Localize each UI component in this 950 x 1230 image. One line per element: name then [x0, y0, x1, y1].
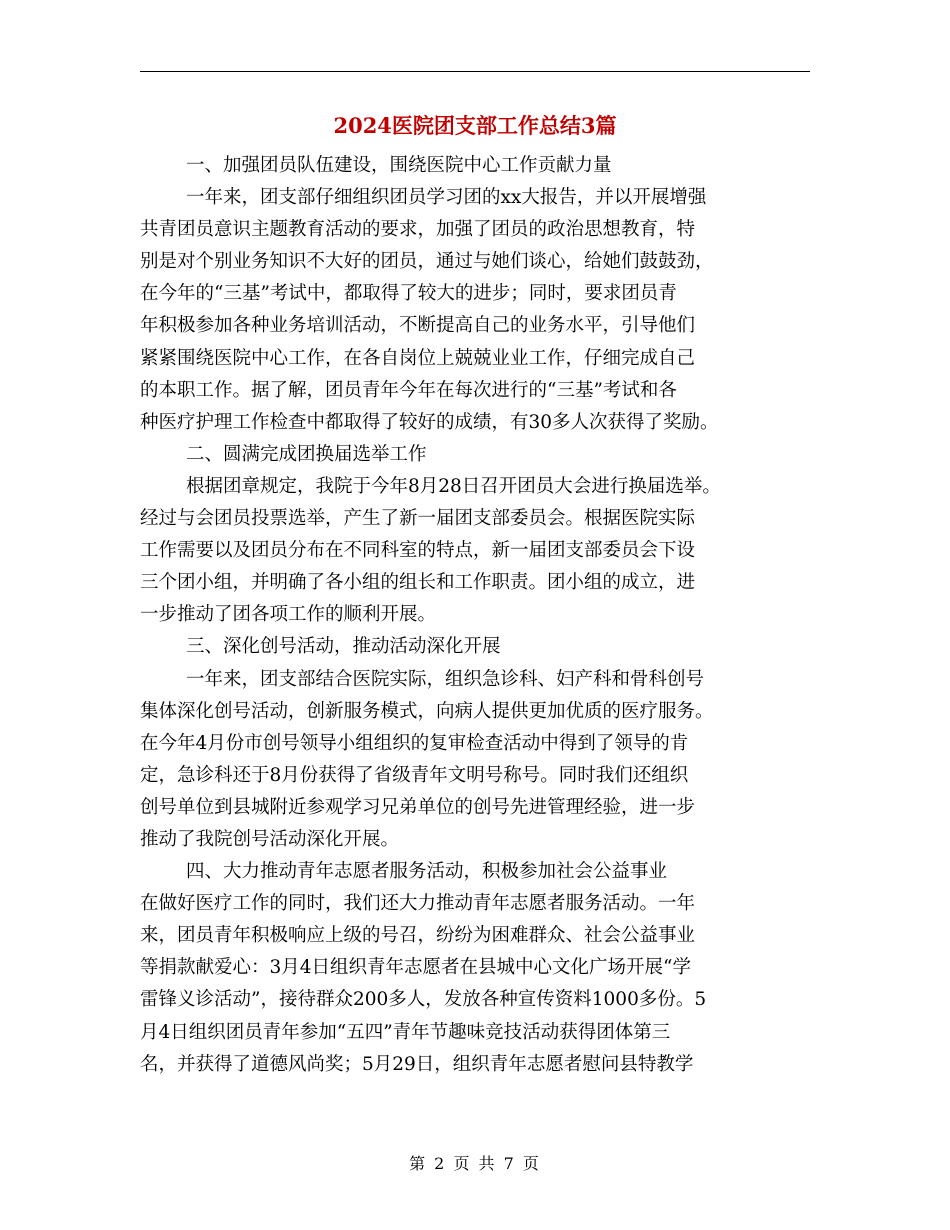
text-line: 经过与会团员投票选举，产生了新一届团支部委员会。根据医院实际: [140, 508, 696, 530]
text-line: 一、加强团员队伍建设，围绕医院中心工作贡献力量: [186, 155, 612, 176]
text-line: 推动了我院创号活动深化开展。: [140, 828, 400, 850]
text-line: 集体深化创号活动，创新服务模式，向病人提供更加优质的医疗服务。: [140, 700, 714, 722]
text-line: 根据团章规定，我院于今年8月28日召开团员大会进行换届选举。: [186, 475, 721, 497]
text-line: 三个团小组，并明确了各小组的组长和工作职责。团小组的成立，进: [140, 572, 696, 594]
text-line: 在今年的“三基”考试中，都取得了较大的进步；同时，要求团员青: [140, 283, 677, 305]
header-rule: [140, 71, 810, 72]
text-line: 定，急诊科还于8月份获得了省级青年文明号称号。同时我们还组织: [140, 764, 689, 786]
text-line: 三、深化创号活动，推动活动深化开展: [186, 636, 501, 658]
text-line: 的本职工作。据了解，团员青年今年在每次进行的“三基”考试和各: [140, 379, 677, 401]
text-line: 创号单位到县城附近参观学习兄弟单位的创号先进管理经验，进一步: [140, 796, 696, 818]
document-body: [140, 150, 810, 1081]
text-line: 年积极参加各种业务培训活动，不断提高自己的业务水平，引导他们: [140, 315, 696, 337]
text-line: 名，并获得了道德风尚奖；5月29日，组织青年志愿者慰问县特教学: [140, 1053, 694, 1075]
page-footer: 第 2 页 共 7 页: [409, 1154, 541, 1173]
text-line: 雷锋义诊活动”，接待群众200多人，发放各种宣传资料1000多份。5: [140, 989, 707, 1011]
text-line: 别是对个别业务知识不大好的团员，通过与她们谈心，给她们鼓鼓劲，: [140, 251, 714, 273]
text-line: 紧紧围绕医院中心工作，在各自岗位上兢兢业业工作，仔细完成自己: [140, 347, 696, 369]
text-line: 来，团员青年积极响应上级的号召，纷纷为困难群众、社会公益事业: [140, 925, 696, 947]
document-title: 2024医院团支部工作总结3篇: [333, 113, 617, 138]
text-line: 共青团员意识主题教育活动的要求，加强了团员的政治思想教育，特: [140, 219, 696, 241]
text-line: 一年来，团支部结合医院实际，组织急诊科、妇产科和骨科创号: [186, 668, 705, 690]
text-line: 月4日组织团员青年参加“五四”青年节趣味竞技活动获得团体第三: [140, 1021, 671, 1043]
text-line: 在做好医疗工作的同时，我们还大力推动青年志愿者服务活动。一年: [140, 893, 696, 915]
text-line: 工作需要以及团员分布在不同科室的特点，新一届团支部委员会下设: [140, 540, 696, 562]
text-line: 一步推动了团各项工作的顺利开展。: [140, 604, 437, 626]
text-line: 种医疗护理工作检查中都取得了较好的成绩，有30多人次获得了奖励。: [140, 411, 719, 433]
text-line: 二、圆满完成团换届选举工作: [186, 443, 427, 465]
text-line: 等捐款献爱心：3月4日组织青年志愿者在县城中心文化广场开展“学: [140, 957, 692, 979]
text-line: 一年来，团支部仔细组织团员学习团的xx大报告，并以开展增强: [186, 187, 707, 209]
text-line: 四、大力推动青年志愿者服务活动，积极参加社会公益事业: [186, 861, 668, 883]
text-line: 在今年4月份市创号领导小组组织的复审检查活动中得到了领导的肯: [140, 732, 689, 754]
